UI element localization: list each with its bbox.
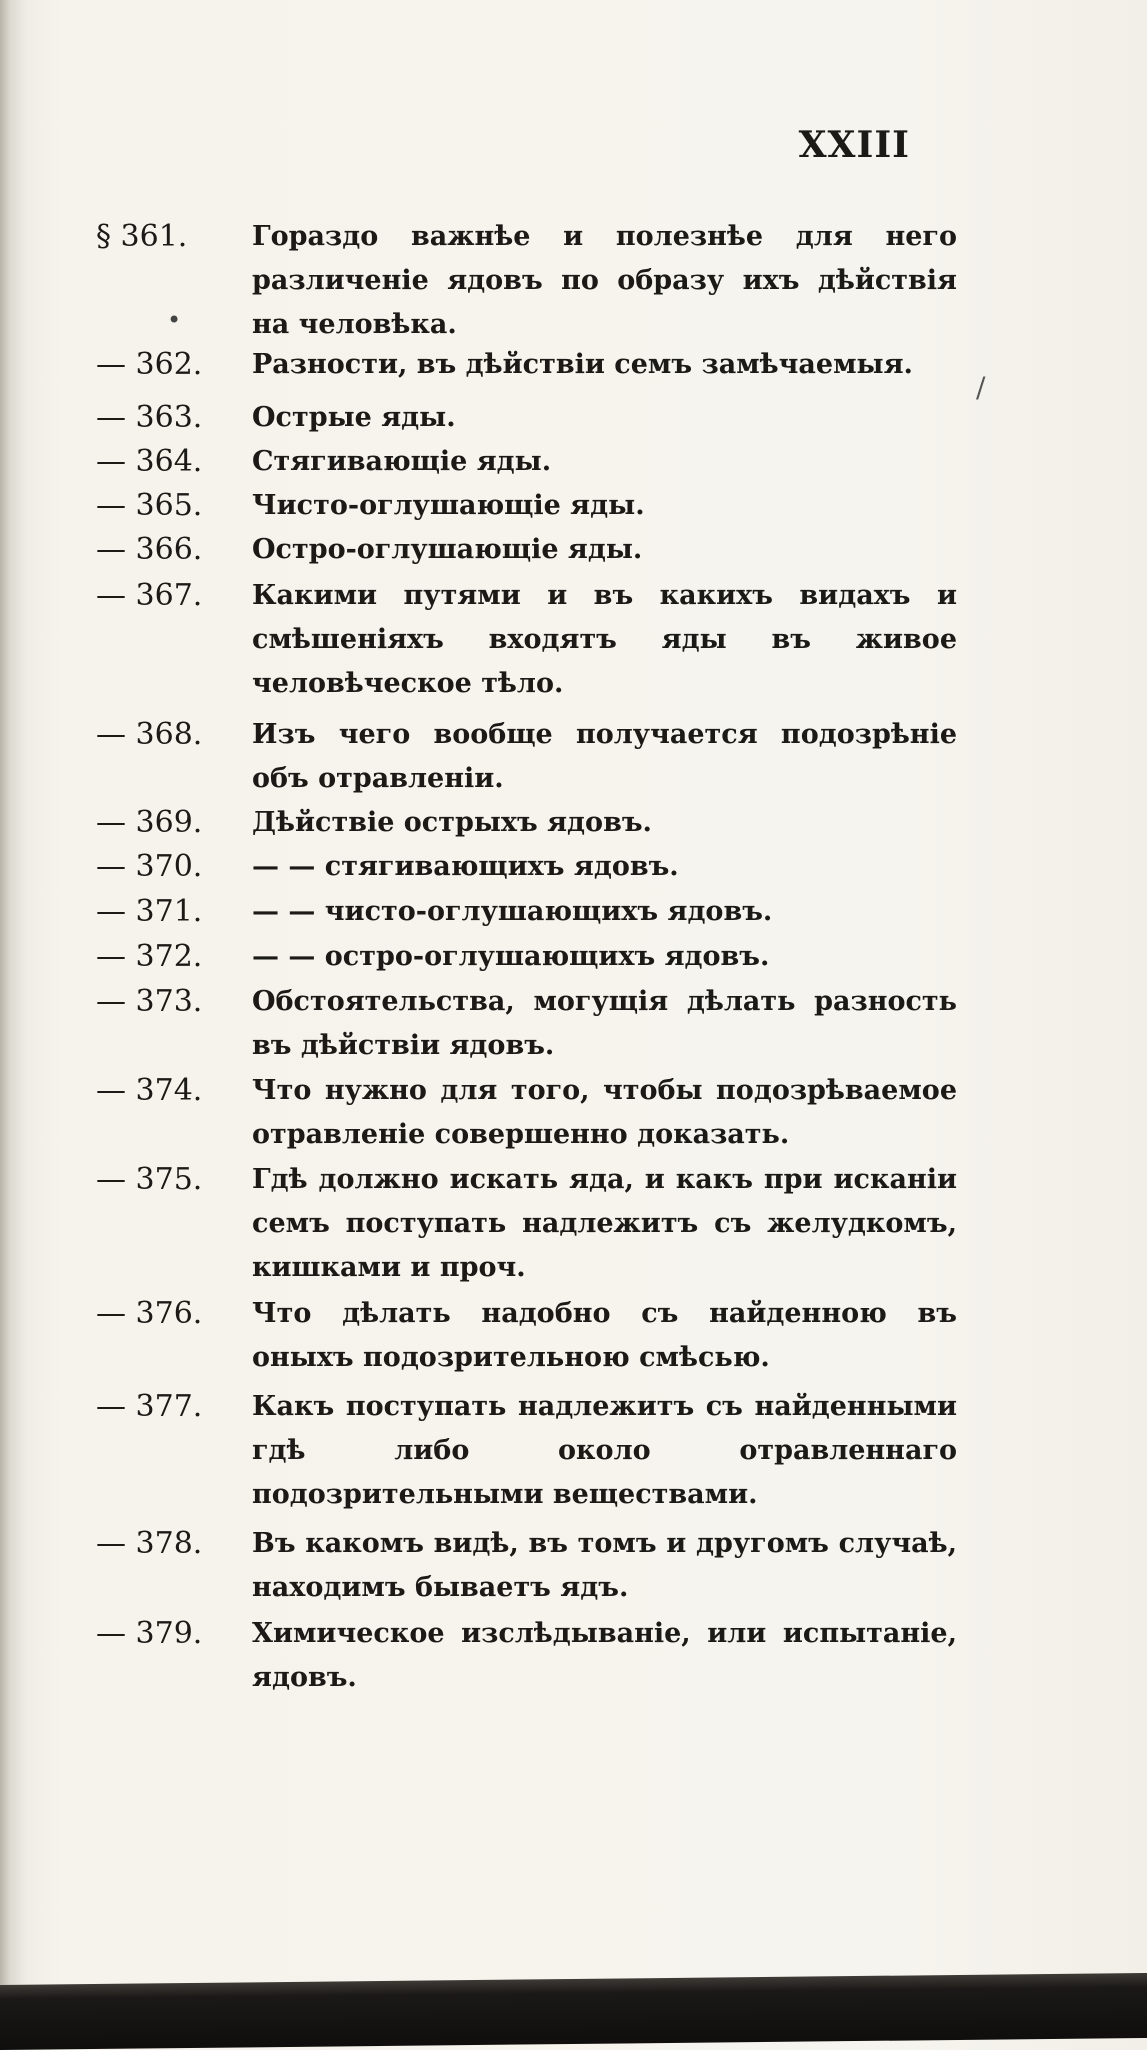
section-title: Изъ чего вообще получается подозрѣнiе объ отравленiи. (252, 719, 957, 794)
section-title: Какъ поступать надлежитъ съ найденными гдѣ либо около отравленнаго подозрительными веществами. (252, 1391, 957, 1510)
section-title: Обстоятельства, могущiя дѣлать разность въ дѣйствiи ядовъ. (252, 986, 957, 1061)
section-title: Что дѣлать надобно съ найденною въ оныхъ подозрительною смѣсью. (252, 1298, 957, 1373)
section-number: — 376. (96, 1296, 203, 1331)
section-title: Чисто-оглушающiе яды. (252, 490, 645, 521)
section-title: Гдѣ должно искать яда, и какъ при исканiи семъ поступать надлежитъ съ желудкомъ, кишками и проч. (252, 1164, 957, 1283)
page-edge-shadow (0, 1973, 1147, 2050)
section-title: Остро-оглушающiе яды. (252, 534, 643, 565)
section-title: Въ какомъ видѣ, въ томъ и другомъ случаѣ, находимъ бываетъ ядъ. (252, 1528, 957, 1603)
section-number: — 367. (96, 578, 203, 613)
section-number: — 375. (96, 1162, 203, 1197)
section-number: — 368. (96, 717, 203, 752)
section-title: Гораздо важнѣе и полезнѣе для него различенiе ядовъ по образу ихъ дѣйствiя на человѣка. (252, 221, 957, 340)
section-number: — 377. (96, 1389, 203, 1424)
section-number: — 374. (96, 1073, 203, 1108)
section-number: — 372. (96, 939, 203, 974)
section-title: Какими путями и въ какихъ видахъ и смѣшенiяхъ входятъ яды въ живое человѣческое тѣло. (252, 580, 957, 699)
section-number: — 362. (96, 347, 203, 382)
section-title: Дѣйствiе острыхъ ядовъ. (252, 807, 652, 838)
section-number: — 371. (96, 894, 203, 929)
section-number: — 369. (96, 805, 203, 840)
section-number: — 363. (96, 400, 203, 435)
section-title: — — стягивающихъ ядовъ. (252, 851, 679, 882)
section-title: — — остро-оглушающихъ ядовъ. (252, 941, 770, 972)
stray-mark: / (976, 371, 986, 404)
section-number: — 365. (96, 488, 203, 523)
section-number: § 361. (96, 219, 188, 254)
section-number: — 370. (96, 849, 203, 884)
section-number: — 373. (96, 984, 203, 1019)
section-title: — — чисто-оглушающихъ ядовъ. (252, 896, 773, 927)
section-number: — 378. (96, 1526, 203, 1561)
section-title: Разности, въ дѣйствiи семъ замѣчаемыя. (252, 349, 913, 380)
section-number: — 379. (96, 1616, 203, 1651)
section-title: Что нужно для того, чтобы подозрѣваемое отравленiе совершенно доказать. (252, 1075, 957, 1150)
page-number: XXIII (798, 124, 910, 166)
section-number: — 364. (96, 444, 203, 479)
section-number: — 366. (96, 532, 203, 567)
stray-mark: • (167, 306, 182, 334)
section-title: Стягивающiе яды. (252, 446, 552, 477)
section-title: Химическое изслѣдыванiе, или испытанiе, ядовъ. (252, 1618, 957, 1693)
section-title: Острые яды. (252, 402, 456, 433)
